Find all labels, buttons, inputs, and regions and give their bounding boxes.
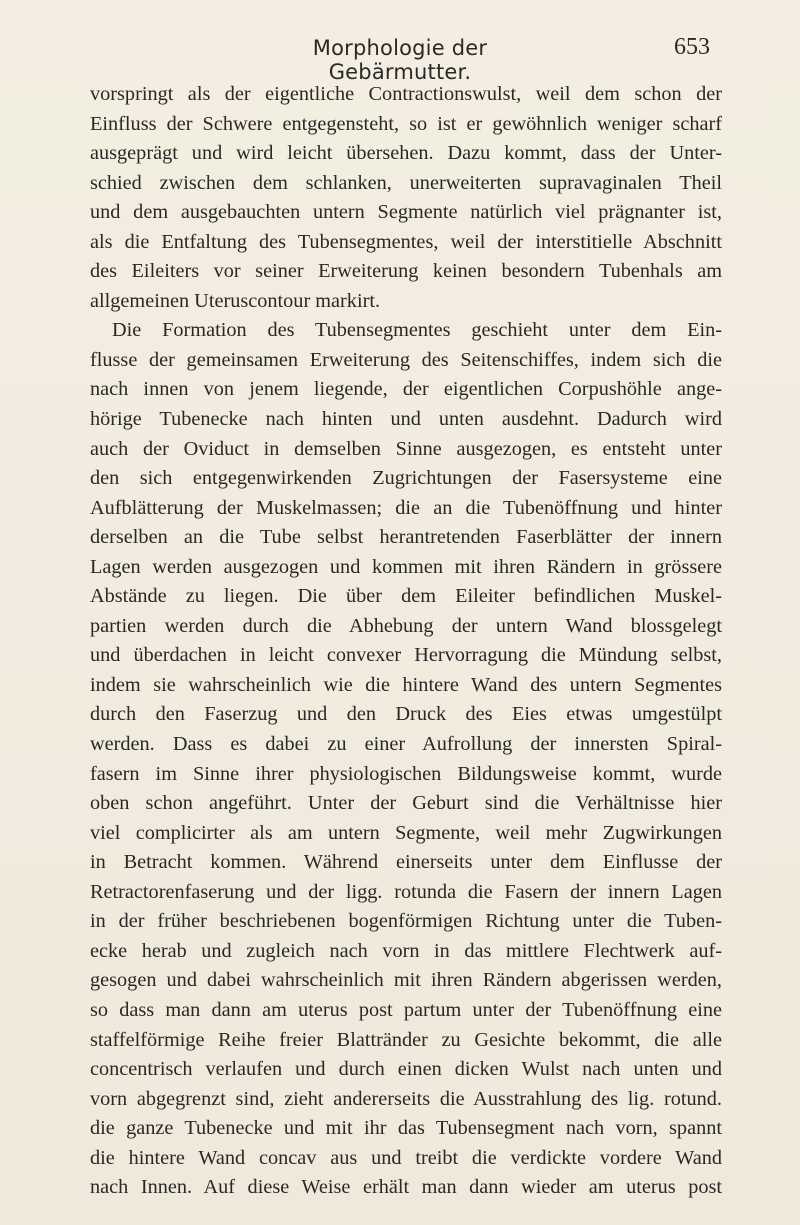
text-line: schied zwischen dem schlanken, unerweiterten supravaginalen Theil: [90, 171, 722, 194]
text-line: oben schon angeführt. Unter der Geburt sind die Verhältnisse hier: [90, 792, 722, 815]
body-text: [90, 80, 722, 1203]
text-line: Abstände zu liegen. Die über dem Eileiter befindlichen Muskel-: [90, 585, 722, 608]
text-line: derselben an die Tube selbst herantretenden Faserblätter der innern: [90, 526, 722, 549]
text-line: staffelförmige Reihe freier Blattränder zu Gesichte bekommt, die alle: [90, 1028, 722, 1051]
text-line: des Eileiters vor seiner Erweiterung keinen besondern Tubenhals am: [90, 260, 722, 283]
text-line: Aufblätterung der Muskelmassen; die an die Tubenöffnung und hinter: [90, 496, 722, 519]
text-line: durch den Faserzug und den Druck des Eies etwas umgestülpt: [90, 703, 722, 726]
text-line: werden. Dass es dabei zu einer Aufrollung der innersten Spiral-: [90, 733, 722, 756]
text-line: so dass man dann am uterus post partum unter der Tubenöffnung eine: [90, 998, 722, 1021]
text-line: und überdachen in leicht convexer Hervorragung die Mündung selbst,: [90, 644, 722, 667]
text-line: nach innen von jenem liegende, der eigentlichen Corpushöhle ange-: [90, 378, 722, 401]
text-line: vorn abgegrenzt sind, zieht andererseits die Ausstrahlung des lig. rotund.: [90, 1087, 722, 1110]
text-line: partien werden durch die Abhebung der untern Wand blossgelegt: [90, 614, 722, 637]
text-line: indem sie wahrscheinlich wie die hintere Wand des untern Segmentes: [90, 673, 722, 696]
text-line: in der früher beschriebenen bogenförmigen Richtung unter die Tuben-: [90, 910, 722, 933]
text-line: die hintere Wand concav aus und treibt die verdickte vordere Wand: [90, 1146, 722, 1169]
text-line: die ganze Tubenecke und mit ihr das Tubensegment nach vorn, spannt: [90, 1117, 722, 1140]
text-line: gesogen und dabei wahrscheinlich mit ihren Rändern abgerissen werden,: [90, 969, 722, 992]
text-line: fasern im Sinne ihrer physiologischen Bildungsweise kommt, wurde: [90, 762, 722, 785]
text-line: allgemeinen Uteruscontour markirt.: [90, 289, 381, 312]
text-line: in Betracht kommen. Während einerseits unter dem Einflusse der: [90, 851, 722, 874]
text-line: ausgeprägt und wird leicht übersehen. Dazu kommt, dass der Unter-: [90, 142, 722, 165]
text-line: Einfluss der Schwere entgegensteht, so ist er gewöhnlich weniger scharf: [90, 112, 722, 135]
text-line: den sich entgegenwirkenden Zugrichtungen der Fasersysteme eine: [90, 467, 722, 490]
text-line: Retractorenfaserung und der ligg. rotunda die Fasern der innern Lagen: [90, 880, 722, 903]
text-line: als die Entfaltung des Tubensegmentes, weil der interstitielle Abschnitt: [90, 230, 722, 253]
text-line: ecke herab und zugleich nach vorn in das mittlere Flechtwerk auf-: [90, 939, 722, 962]
text-line: vorspringt als der eigentliche Contractionswulst, weil dem schon der: [90, 83, 722, 105]
text-line: nach Innen. Auf diese Weise erhält man dann wieder am uterus post: [90, 1176, 722, 1199]
page-number: 653: [674, 34, 710, 60]
text-line: auch der Oviduct in demselben Sinne ausgezogen, es entsteht unter: [90, 437, 722, 460]
text-line: und dem ausgebauchten untern Segmente natürlich viel prägnanter ist,: [90, 201, 722, 224]
text-line: Die Formation des Tubensegmentes geschieht unter dem Ein-: [112, 319, 722, 342]
paragraph: [90, 316, 722, 1202]
text-line: flusse der gemeinsamen Erweiterung des Seitenschiffes, indem sich die: [90, 348, 722, 371]
text-line: Lagen werden ausgezogen und kommen mit ihren Rändern in grössere: [90, 555, 722, 578]
text-line: hörige Tubenecke nach hinten und unten ausdehnt. Dadurch wird: [90, 408, 722, 431]
paragraph: [90, 80, 722, 316]
text-line: viel complicirter als am untern Segmente, weil mehr Zugwirkungen: [90, 821, 722, 844]
running-head-title: Morphologie der Gebärmutter.: [312, 36, 488, 84]
text-line: concentrisch verlaufen und durch einen dicken Wulst nach unten und: [90, 1058, 722, 1081]
running-head: [0, 28, 800, 84]
